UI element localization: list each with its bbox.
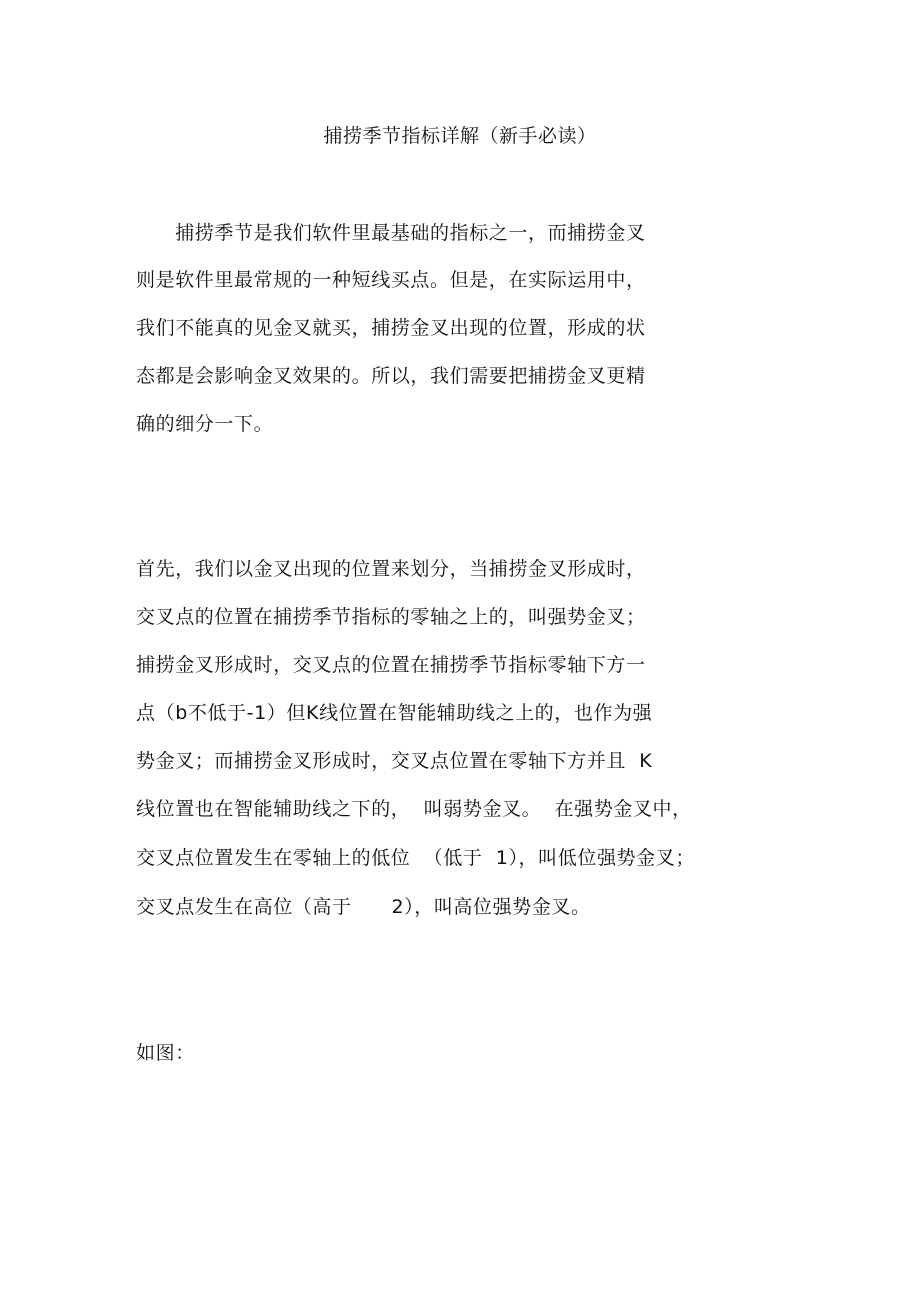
paragraph-line: 势金叉；而捕捞金叉形成时，交叉点位置在零轴下方并且 K — [136, 750, 653, 772]
figure-label: 如图： — [136, 1042, 195, 1064]
paragraph-line: 态都是会影响金叉效果的。所以，我们需要把捕捞金叉更精 — [136, 365, 646, 387]
paragraph-line: 交叉点发生在高位（高于 2），叫高位强势金叉。 — [136, 896, 591, 918]
paragraph-line: 捕捞季节是我们软件里最基础的指标之一，而捕捞金叉 — [136, 222, 646, 244]
paragraph-line: 首先，我们以金叉出现的位置来划分，当捕捞金叉形成时， — [136, 558, 646, 580]
paragraph-line: 确的细分一下。 — [136, 413, 274, 435]
paragraph-line: 捕捞金叉形成时，交叉点的位置在捕捞季节指标零轴下方一 — [136, 654, 646, 676]
paragraph-line: 线位置也在智能辅助线之下的， 叫弱势金叉。 在强势金叉中， — [136, 798, 692, 820]
document-title: 捕捞季节指标详解（新手必读） — [323, 125, 597, 147]
paragraph-line: 则是软件里最常规的一种短线买点。但是，在实际运用中， — [136, 269, 646, 291]
paragraph-line: 我们不能真的见金叉就买，捕捞金叉出现的位置，形成的状 — [136, 317, 646, 339]
paragraph-line: 交叉点的位置在捕捞季节指标的零轴之上的，叫强势金叉； — [136, 606, 646, 628]
paragraph-line: 交叉点位置发生在零轴上的低位 （低于 1），叫低位强势金叉； — [136, 847, 695, 869]
paragraph-line: 点（b不低于-1）但K线位置在智能辅助线之上的，也作为强 — [136, 702, 653, 724]
